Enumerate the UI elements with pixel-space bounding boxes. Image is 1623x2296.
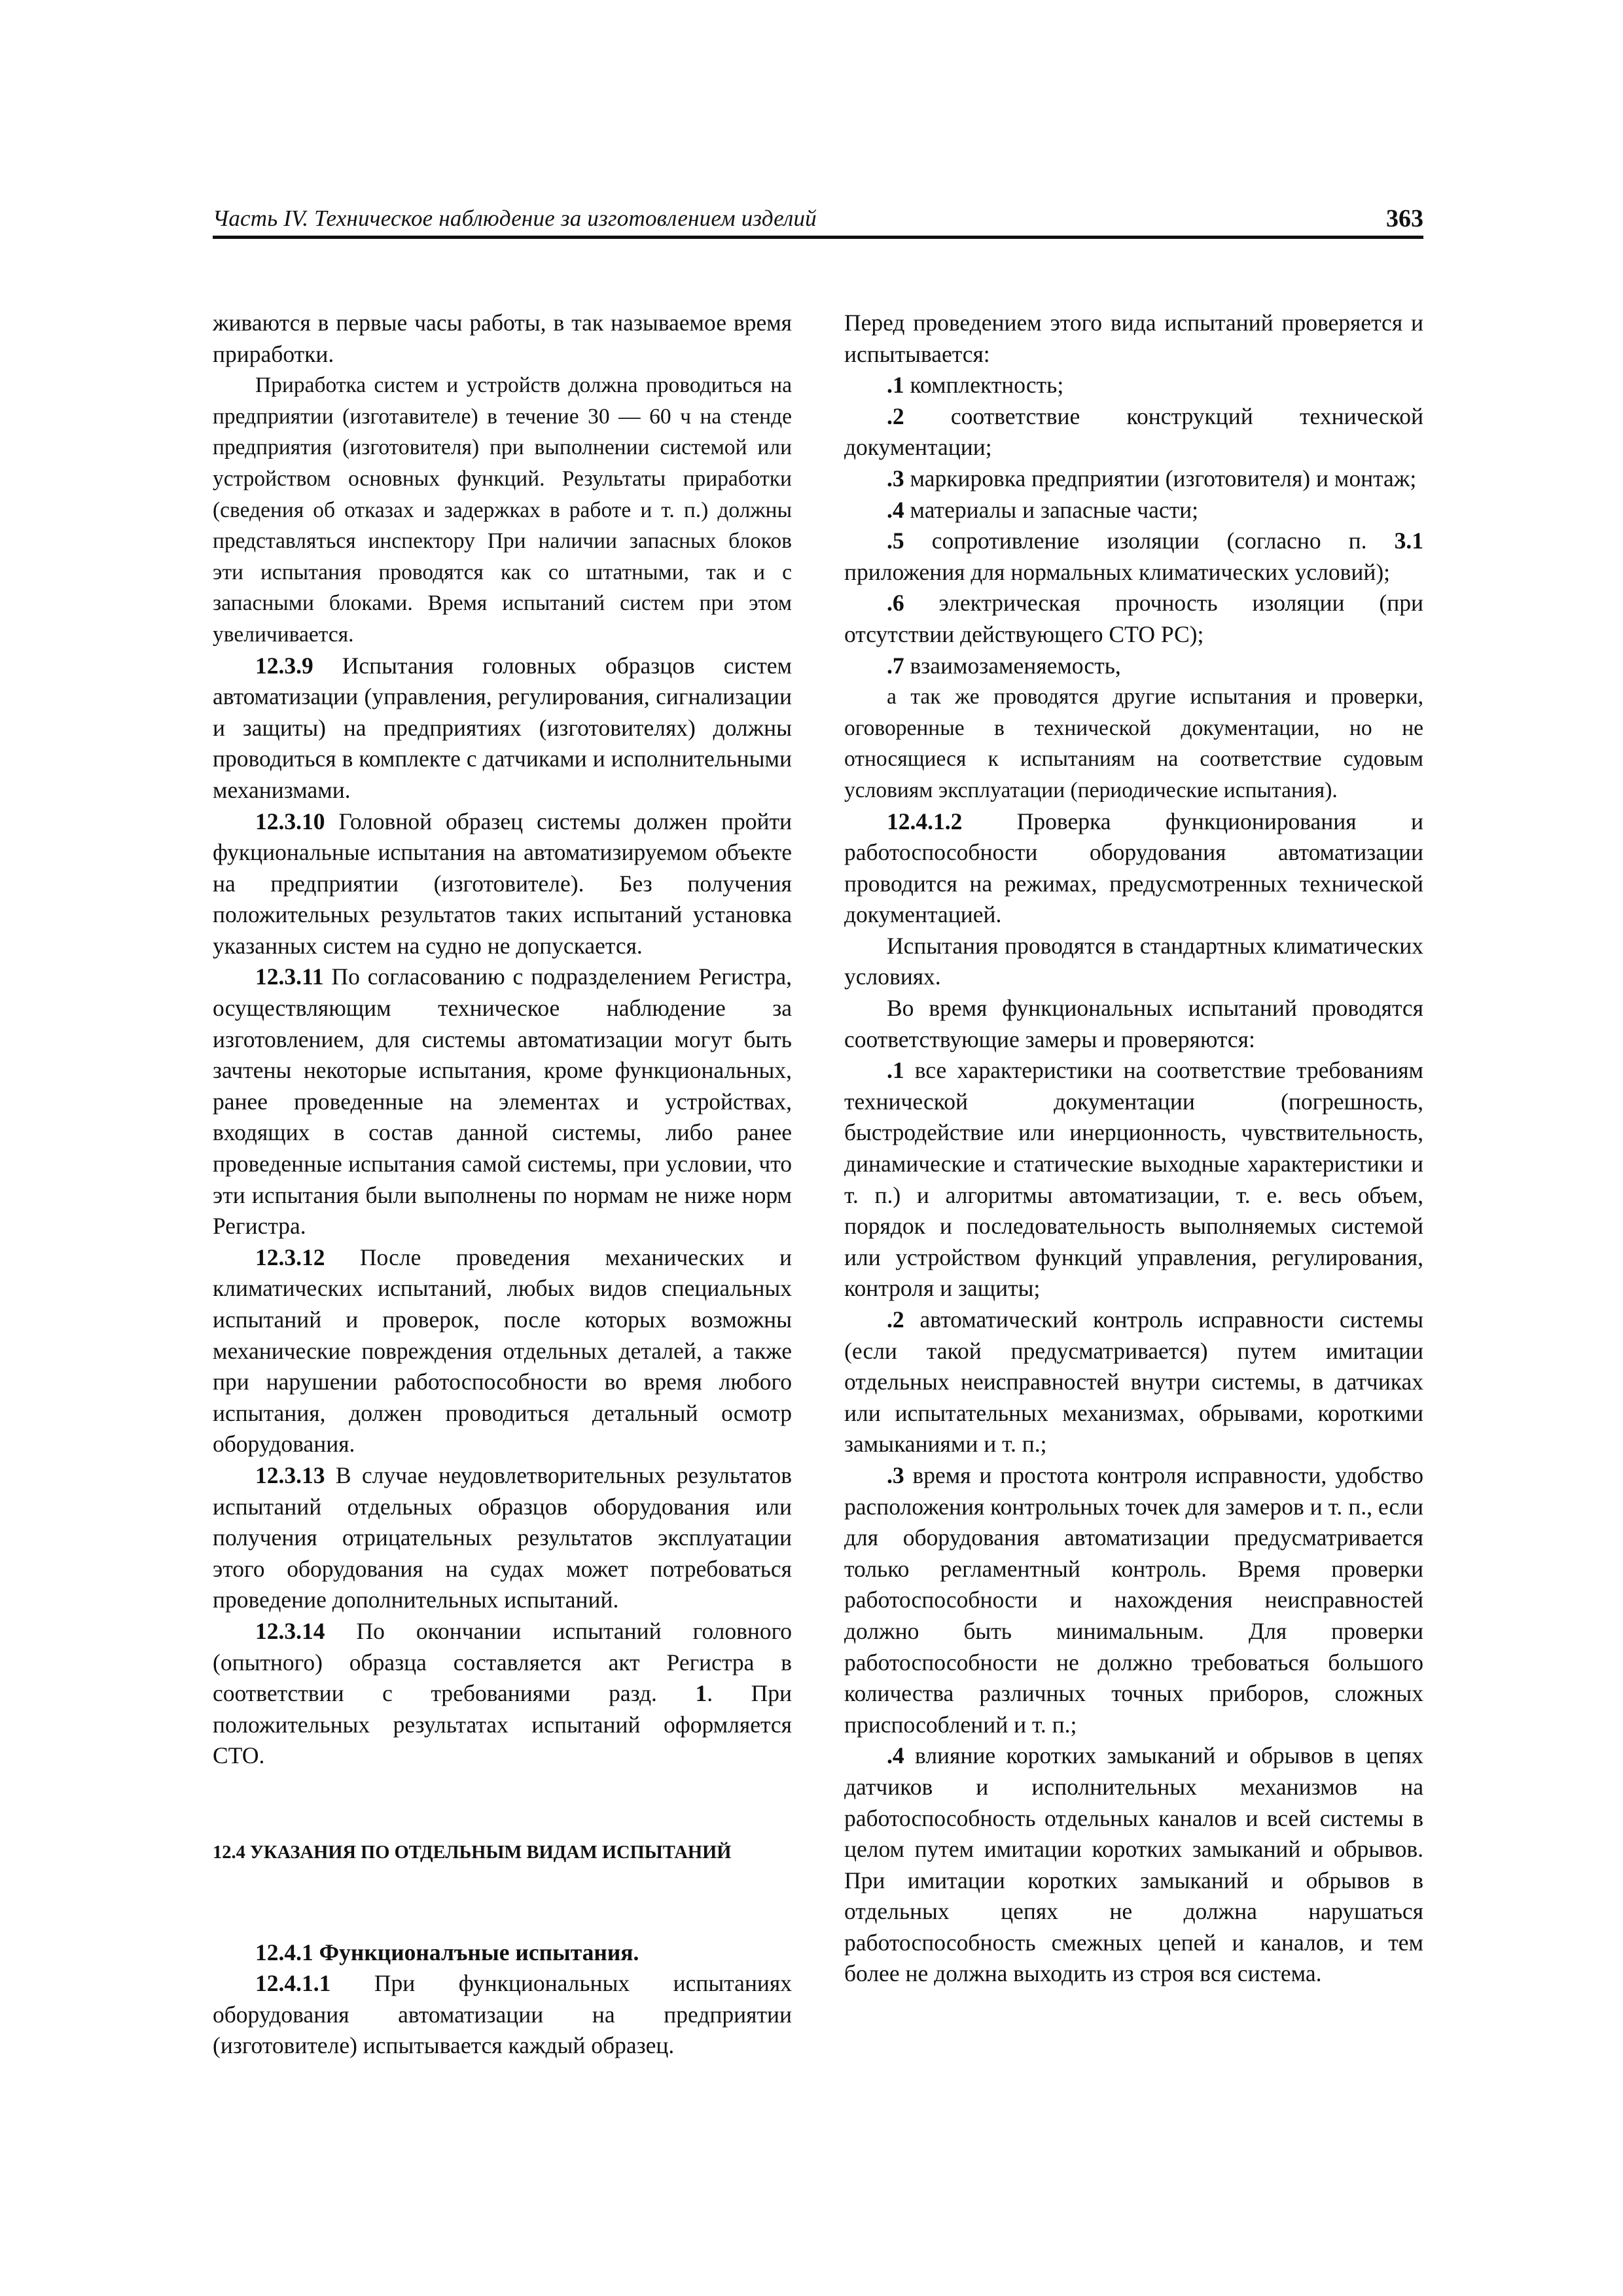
clause-number: 12.4.1.1: [255, 1970, 331, 1997]
item-text: все характеристики на соответствие требованиям технической документации (погрешность, быстродействие или инерционность, чувствительность, динамические и статические выходные характеристики и т. п.) и алгоритмы автоматизации, т. е. весь объем, порядок и последовательность выполняемых системой или устройством функций управления, регулирования, контроля и защиты;: [844, 1057, 1423, 1302]
paragraph: Приработка систем и устройств должна проводиться на предприятии (изготавителе) в течение 30 — 60 ч на стенде предприятия (изготовителя) при выполнении системой или устройством основных функций. Результаты приработки (сведения об отказах и задержках в работе и т. п.) должны представляться инспектору При наличии запасных блоков эти испытания проводятся как со штатными, так и с запасными блоками. Время испытаний систем при этом увеличивается.: [213, 373, 792, 647]
clause-number: 12.3.13: [255, 1462, 325, 1488]
list-item: [844, 1304, 1423, 1460]
clause-number: 12.4.1.2: [887, 808, 963, 834]
item-number: .5: [887, 528, 904, 554]
item-number: .2: [887, 1306, 904, 1333]
subsection-heading-text: 12.4.1 Функционалъные испытания.: [255, 1939, 639, 1965]
item-text: комплектность;: [910, 372, 1064, 399]
section-reference: 3.1: [1394, 528, 1424, 554]
list-item: [844, 1740, 1423, 1990]
clause-text: Испытания головных образцов систем автоматизации (управления, регулирования, сигнализации и защиты) на предприятиях (изготовителях) должны проводиться в комплекте с датчиками и исполнительными механизмами.: [213, 652, 793, 803]
list-item: [844, 370, 1423, 401]
item-text: взаимозаменяемость,: [910, 652, 1121, 679]
clause-number: 12.3.10: [255, 808, 325, 834]
paragraph-12-4-1-2: [844, 806, 1423, 931]
clause-text: В случае неудовлетворительных результатов испытаний отдельных образцов оборудования или получения отрицательных результатов эксплуатации этого оборудования на судах может потребоваться проведение дополнительных испытаний.: [213, 1462, 793, 1613]
header-title: Часть IV. Техническое наблюдение за изготовлением изделий: [213, 206, 817, 231]
section-reference: 1: [695, 1680, 707, 1707]
paragraph-12-3-11: [213, 961, 792, 1242]
clause-text: Проверка функционирования и работоспособности оборудования автоматизации проводится на режимах, предусмотренных технической документацией.: [844, 808, 1423, 928]
item-text: сопротивление изоляции (согласно п.: [931, 528, 1367, 554]
paragraph-12-3-13: [213, 1460, 792, 1616]
clause-number: 12.3.12: [255, 1244, 325, 1270]
header-rule: [213, 236, 1423, 239]
item-text: время и простота контроля исправности, удобство расположения контрольных точек для замеров и т. п., если для оборудования автоматизации предусматривается только регламентный контроль. Время проверки работоспособности и нахождения неисправностей должно быть минимальным. Для проверки работоспособности не должно требоваться большого количества различных точных приборов, сложных приспособлений и т. п.;: [844, 1462, 1424, 1738]
clause-text: После проведения механических и климатических испытаний, любых видов специальных испытаний и проверок, после которых возможны механические повреждения отдельных деталей, а также при нарушении работоспособности во время любого испытания, должен проводиться детальный осмотр оборудования.: [213, 1244, 792, 1458]
list-item: [844, 526, 1423, 588]
running-header: [213, 202, 1423, 236]
paragraph-12-3-12: [213, 1242, 792, 1460]
item-number: .4: [887, 1742, 904, 1769]
clause-number: 12.3.11: [255, 963, 324, 990]
item-number: .4: [887, 496, 904, 523]
list-item: [844, 1460, 1423, 1740]
item-number: .3: [887, 465, 904, 492]
item-text: материалы и запасные части;: [910, 496, 1199, 523]
clause-number: 12.3.9: [255, 652, 313, 679]
list-item: [844, 1055, 1423, 1304]
page-number: 363: [1386, 205, 1423, 232]
left-column: [213, 308, 792, 2062]
clause-text: По окончании испытаний головного (опытного) образца составляется акт Регистра в соответствии с требованиями разд.: [213, 1617, 792, 1707]
subsection-heading: [213, 1937, 792, 1969]
paragraph: живаются в первые часы работы, в так называемое время приработки.: [213, 310, 792, 367]
clause-text: . При положительных результатах испытаний оформляется СТО.: [213, 1680, 793, 1769]
item-text: автоматический контроль исправности системы (если такой предусматривается) путем имитации отдельных неисправностей внутри системы, в датчиках или испытательных механизмах, обрывами, короткими замыканиями и т. п.;: [844, 1306, 1424, 1458]
section-heading: 12.4 УКАЗАНИЯ ПО ОТДЕЛЬНЫМ ВИДАМ ИСПЫТАНИЙ: [213, 1842, 732, 1863]
paragraph-12-3-10: [213, 806, 792, 962]
right-column: [844, 308, 1423, 1990]
item-text: соответствие конструкций технической документации;: [844, 403, 1424, 461]
clause-text: Головной образец системы должен пройти фукциональные испытания на автоматизируемом объекте на предприятии (изготовителе). Без получения положительных результатов таких испытаний установка указанных систем на судно не допускается.: [213, 808, 792, 959]
list-item: [844, 495, 1423, 526]
paragraph-12-3-9: [213, 651, 792, 806]
item-text: электрическая прочность изоляции (при отсутствии действующего СТО РС);: [844, 590, 1423, 647]
item-text: влияние коротких замыканий и обрывов в цепях датчиков и исполнительных механизмов на работоспособность отдельных каналов и всей системы в целом путем имитации коротких замыканий и обрывов. При имитации коротких замыканий и обрывов в отдельных цепях не должна нарушаться работоспособность смежных цепей и каналов, и тем более не должна выходить из строя вся система.: [844, 1742, 1423, 1987]
list-item: [844, 401, 1423, 463]
paragraph-12-4-1-1: [213, 1968, 792, 2062]
item-number: .1: [887, 372, 904, 399]
paragraph-12-3-14: [213, 1616, 792, 1772]
item-text: маркировка предприятии (изготовителя) и монтаж;: [910, 465, 1417, 492]
item-text: приложения для нормальных климатических условий);: [844, 558, 1391, 585]
paragraph: Перед проведением этого вида испытаний проверяется и испытывается:: [844, 310, 1423, 367]
item-number: .6: [887, 590, 904, 617]
clause-text: По согласованию с подразделением Регистра, осуществляющим техническое наблюдение за изготовлением, для системы автоматизации могут быть зачтены некоторые испытания, кроме функциональных, ранее проведенные на элементах и устройствах, входящих в состав данной системы, либо ранее проведенные испытания самой системы, при условии, что эти испытания были выполнены по нормам не ниже норм Регистра.: [213, 963, 792, 1240]
paragraph: Испытания проводятся в стандартных климатических условиях.: [844, 932, 1423, 990]
paragraph: а так же проводятся другие испытания и проверки, оговоренные в технической документации, но не относящиеся к испытаниям на соответствие судовым условиям эксплуатации (периодические испытания).: [844, 685, 1423, 802]
item-number: .3: [887, 1462, 904, 1488]
clause-text: При функциональных испытаниях оборудования автоматизации на предприятии (изготовителе) испытывается каждый образец.: [213, 1970, 793, 2059]
item-number: .7: [887, 652, 904, 679]
clause-number: 12.3.14: [255, 1617, 325, 1644]
list-item: [844, 463, 1423, 495]
list-item: [844, 651, 1423, 682]
item-number: .2: [887, 403, 904, 429]
paragraph: Во время функциональных испытаний проводятся соответствующие замеры и проверяются:: [844, 995, 1423, 1052]
list-item: [844, 588, 1423, 650]
item-number: .1: [887, 1057, 904, 1084]
